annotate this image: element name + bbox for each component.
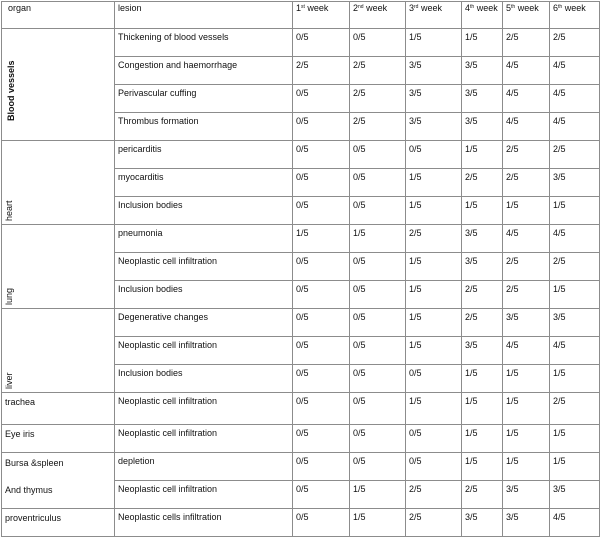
organ-label: liver (4, 372, 14, 389)
value-text: 0/5 (353, 32, 366, 42)
value-cell (461, 364, 503, 393)
value-cell (549, 452, 600, 481)
value-text: 0/5 (353, 200, 366, 210)
value-cell (502, 140, 550, 169)
value-text: 1/5 (506, 200, 519, 210)
value-cell (405, 308, 462, 337)
organ-label: trachea (5, 397, 36, 407)
value-cell (349, 424, 406, 453)
value-cell (349, 336, 406, 365)
value-cell (549, 280, 600, 309)
value-text: 0/5 (409, 456, 422, 466)
lesion-cell (114, 28, 293, 57)
value-cell (461, 28, 503, 57)
value-text: 1/5 (465, 396, 478, 406)
value-text: 0/5 (296, 456, 309, 466)
value-text: 0/5 (353, 144, 366, 154)
value-text: 2/5 (409, 512, 422, 522)
value-cell (549, 28, 600, 57)
value-cell (349, 84, 406, 113)
value-text: 2/5 (553, 144, 566, 154)
value-cell (349, 252, 406, 281)
value-text: 1/5 (553, 368, 566, 378)
value-text: 2/5 (296, 60, 309, 70)
value-cell (461, 252, 503, 281)
organ-label: Eye iris (5, 429, 35, 439)
value-cell (549, 168, 600, 197)
lesion-label: Neoplastic cell infiltration (118, 428, 218, 438)
value-text: 0/5 (409, 428, 422, 438)
value-text: 0/5 (353, 428, 366, 438)
value-cell (349, 480, 406, 509)
lesion-label: Inclusion bodies (118, 368, 183, 378)
value-cell (405, 392, 462, 425)
organ-cell (1, 452, 115, 481)
value-text: 3/5 (506, 484, 519, 494)
header-week-label: 2nd week (353, 3, 388, 13)
value-text: 2/5 (553, 396, 566, 406)
value-cell (405, 196, 462, 225)
value-text: 0/5 (296, 368, 309, 378)
value-text: 1/5 (553, 200, 566, 210)
organ-label: lung (4, 287, 14, 305)
value-cell (349, 308, 406, 337)
value-text: 4/5 (553, 88, 566, 98)
header-week-label: 4th week (465, 3, 498, 13)
value-text: 1/5 (353, 484, 366, 494)
value-text: 3/5 (553, 312, 566, 322)
value-text: 0/5 (353, 284, 366, 294)
header-week-label: 5th week (506, 3, 539, 13)
value-text: 0/5 (409, 368, 422, 378)
value-text: 1/5 (409, 340, 422, 350)
value-text: 1/5 (553, 428, 566, 438)
value-cell (349, 452, 406, 481)
value-cell (405, 56, 462, 85)
organ-cell (1, 28, 115, 141)
value-cell (405, 28, 462, 57)
lesion-cell (114, 280, 293, 309)
lesion-label: Neoplastic cell infiltration (118, 396, 218, 406)
value-text: 3/5 (506, 312, 519, 322)
value-text: 4/5 (506, 88, 519, 98)
lesion-label: Degenerative changes (118, 312, 209, 322)
value-text: 2/5 (506, 32, 519, 42)
value-text: 2/5 (553, 256, 566, 266)
value-cell (502, 56, 550, 85)
value-cell (502, 308, 550, 337)
value-text: 3/5 (506, 512, 519, 522)
value-cell (292, 224, 350, 253)
value-cell (502, 480, 550, 509)
value-text: 2/5 (353, 60, 366, 70)
value-cell (461, 112, 503, 141)
value-cell (349, 364, 406, 393)
organ-label: heart (4, 200, 14, 221)
value-text: 1/5 (465, 200, 478, 210)
value-cell (461, 168, 503, 197)
header-lesion-label: lesion (118, 3, 142, 13)
lesion-cell (114, 84, 293, 113)
value-text: 1/5 (409, 200, 422, 210)
value-cell (549, 424, 600, 453)
value-cell (502, 336, 550, 365)
value-text: 2/5 (353, 116, 366, 126)
lesion-label: myocarditis (118, 172, 164, 182)
header-week-6 (549, 1, 600, 29)
value-cell (502, 424, 550, 453)
value-text: 1/5 (506, 396, 519, 406)
header-week-label: 6th week (553, 3, 586, 13)
value-text: 2/5 (353, 88, 366, 98)
value-text: 3/5 (465, 340, 478, 350)
lesion-cell (114, 392, 293, 425)
value-cell (405, 112, 462, 141)
value-cell (349, 224, 406, 253)
value-cell (502, 84, 550, 113)
value-text: 4/5 (553, 228, 566, 238)
value-text: 1/5 (465, 456, 478, 466)
organ-cell (1, 140, 115, 225)
value-cell (461, 140, 503, 169)
lesion-label: Thickening of blood vessels (118, 32, 229, 42)
value-cell (292, 196, 350, 225)
value-cell (549, 508, 600, 537)
value-text: 1/5 (465, 144, 478, 154)
value-text: 0/5 (296, 512, 309, 522)
lesion-label: pneumonia (118, 228, 163, 238)
value-cell (461, 424, 503, 453)
value-cell (461, 480, 503, 509)
value-cell (502, 224, 550, 253)
lesion-cell (114, 140, 293, 169)
value-cell (549, 140, 600, 169)
value-text: 0/5 (409, 144, 422, 154)
value-text: 3/5 (409, 116, 422, 126)
value-cell (349, 56, 406, 85)
lesion-label: pericarditis (118, 144, 162, 154)
lesion-cell (114, 452, 293, 481)
value-text: 1/5 (465, 368, 478, 378)
value-text: 4/5 (506, 340, 519, 350)
value-cell (461, 392, 503, 425)
value-cell (549, 252, 600, 281)
lesion-label: Inclusion bodies (118, 284, 183, 294)
value-cell (349, 28, 406, 57)
lesion-label: Perivascular cuffing (118, 88, 197, 98)
value-text: 0/5 (296, 32, 309, 42)
value-cell (502, 392, 550, 425)
value-cell (502, 452, 550, 481)
lesion-label: depletion (118, 456, 155, 466)
value-text: 4/5 (553, 116, 566, 126)
value-text: 3/5 (465, 60, 478, 70)
organ-cell (1, 508, 115, 537)
value-cell (292, 168, 350, 197)
value-cell (549, 336, 600, 365)
value-text: 1/5 (465, 32, 478, 42)
value-cell (405, 508, 462, 537)
value-text: 2/5 (409, 484, 422, 494)
value-cell (405, 84, 462, 113)
lesion-label: Neoplastic cell infiltration (118, 484, 218, 494)
value-cell (461, 56, 503, 85)
organ-cell (1, 392, 115, 425)
value-text: 2/5 (465, 484, 478, 494)
header-lesion (114, 1, 293, 29)
value-text: 0/5 (296, 144, 309, 154)
lesion-cell (114, 424, 293, 453)
value-text: 3/5 (553, 172, 566, 182)
value-cell (405, 252, 462, 281)
value-text: 3/5 (409, 88, 422, 98)
lesion-cell (114, 224, 293, 253)
value-text: 1/5 (465, 428, 478, 438)
value-text: 4/5 (506, 116, 519, 126)
value-cell (461, 280, 503, 309)
value-cell (549, 112, 600, 141)
value-text: 1/5 (506, 428, 519, 438)
value-cell (405, 424, 462, 453)
lesion-label: Thrombus formation (118, 116, 199, 126)
value-text: 2/5 (506, 172, 519, 182)
value-cell (292, 84, 350, 113)
value-text: 1/5 (409, 256, 422, 266)
value-cell (461, 336, 503, 365)
value-cell (349, 508, 406, 537)
value-text: 0/5 (353, 396, 366, 406)
header-week-1 (292, 1, 350, 29)
header-week-2 (349, 1, 406, 29)
value-cell (292, 140, 350, 169)
organ-cell (1, 480, 115, 509)
value-text: 2/5 (465, 172, 478, 182)
value-text: 0/5 (296, 284, 309, 294)
lesion-cell (114, 336, 293, 365)
header-week-5 (502, 1, 550, 29)
value-text: 4/5 (506, 228, 519, 238)
value-cell (292, 252, 350, 281)
value-cell (405, 452, 462, 481)
value-text: 1/5 (506, 456, 519, 466)
value-cell (405, 336, 462, 365)
value-text: 4/5 (553, 60, 566, 70)
value-text: 0/5 (353, 256, 366, 266)
value-text: 0/5 (353, 312, 366, 322)
lesion-cell (114, 112, 293, 141)
header-week-label: 1st week (296, 3, 329, 13)
value-cell (461, 452, 503, 481)
value-cell (349, 112, 406, 141)
value-cell (461, 308, 503, 337)
header-organ (1, 1, 115, 29)
value-text: 3/5 (465, 512, 478, 522)
value-text: 1/5 (409, 284, 422, 294)
value-text: 1/5 (409, 396, 422, 406)
value-cell (292, 392, 350, 425)
lesion-cell (114, 364, 293, 393)
value-cell (292, 480, 350, 509)
value-cell (292, 336, 350, 365)
value-text: 3/5 (465, 88, 478, 98)
value-cell (292, 28, 350, 57)
value-text: 1/5 (553, 284, 566, 294)
value-cell (502, 112, 550, 141)
value-text: 2/5 (506, 256, 519, 266)
value-cell (549, 480, 600, 509)
value-cell (502, 196, 550, 225)
organ-label: Bursa &spleen (5, 458, 64, 468)
value-cell (502, 252, 550, 281)
value-text: 1/5 (409, 172, 422, 182)
value-cell (549, 364, 600, 393)
value-cell (292, 364, 350, 393)
lesion-label: Neoplastic cells infiltration (118, 512, 222, 522)
value-text: 3/5 (465, 256, 478, 266)
organ-cell (1, 224, 115, 309)
value-text: 4/5 (553, 512, 566, 522)
value-cell (405, 280, 462, 309)
value-text: 0/5 (296, 396, 309, 406)
value-cell (405, 168, 462, 197)
value-text: 3/5 (553, 484, 566, 494)
value-text: 2/5 (553, 32, 566, 42)
value-cell (549, 392, 600, 425)
value-cell (292, 56, 350, 85)
value-cell (292, 508, 350, 537)
lesion-label: Neoplastic cell infiltration (118, 256, 218, 266)
organ-cell (1, 424, 115, 453)
value-cell (549, 196, 600, 225)
value-text: 0/5 (353, 340, 366, 350)
value-text: 1/5 (409, 312, 422, 322)
value-cell (405, 364, 462, 393)
value-cell (405, 140, 462, 169)
header-week-3 (405, 1, 462, 29)
value-cell (349, 168, 406, 197)
organ-label: And thymus (5, 485, 53, 495)
lesion-label: Inclusion bodies (118, 200, 183, 210)
value-text: 0/5 (296, 172, 309, 182)
value-text: 0/5 (296, 340, 309, 350)
value-text: 1/5 (296, 228, 309, 238)
value-cell (461, 84, 503, 113)
value-text: 2/5 (409, 228, 422, 238)
value-text: 1/5 (353, 228, 366, 238)
value-text: 4/5 (553, 340, 566, 350)
value-text: 0/5 (296, 312, 309, 322)
value-cell (405, 224, 462, 253)
organ-label: proventriculus (5, 513, 62, 523)
lesion-cell (114, 168, 293, 197)
value-cell (349, 196, 406, 225)
value-cell (461, 196, 503, 225)
header-week-4 (461, 1, 503, 29)
value-cell (349, 392, 406, 425)
value-cell (461, 508, 503, 537)
lesion-cell (114, 480, 293, 509)
value-text: 0/5 (353, 368, 366, 378)
value-text: 2/5 (506, 284, 519, 294)
organ-label: Blood vessels (6, 60, 16, 121)
lesion-label: Congestion and haemorrhage (118, 60, 238, 70)
value-text: 1/5 (409, 32, 422, 42)
value-cell (549, 56, 600, 85)
value-cell (549, 224, 600, 253)
lesion-cell (114, 56, 293, 85)
value-cell (292, 112, 350, 141)
value-text: 1/5 (506, 368, 519, 378)
lesion-label: Neoplastic cell infiltration (118, 340, 218, 350)
value-text: 0/5 (353, 456, 366, 466)
value-text: 3/5 (465, 116, 478, 126)
value-cell (502, 280, 550, 309)
value-cell (502, 28, 550, 57)
value-text: 4/5 (506, 60, 519, 70)
value-cell (349, 140, 406, 169)
value-cell (349, 280, 406, 309)
value-cell (461, 224, 503, 253)
lesion-cell (114, 252, 293, 281)
value-cell (502, 168, 550, 197)
value-text: 1/5 (353, 512, 366, 522)
value-text: 0/5 (296, 428, 309, 438)
value-cell (292, 452, 350, 481)
value-text: 3/5 (409, 60, 422, 70)
value-cell (502, 364, 550, 393)
header-week-label: 3rd week (409, 3, 442, 13)
value-text: 0/5 (296, 256, 309, 266)
lesion-cell (114, 308, 293, 337)
value-text: 0/5 (296, 116, 309, 126)
lesion-cell (114, 508, 293, 537)
value-text: 0/5 (353, 172, 366, 182)
lesion-cell (114, 196, 293, 225)
value-text: 3/5 (465, 228, 478, 238)
value-cell (405, 480, 462, 509)
header-organ-label: organ (8, 3, 32, 13)
value-text: 1/5 (553, 456, 566, 466)
value-cell (502, 508, 550, 537)
value-cell (549, 308, 600, 337)
value-text: 2/5 (465, 312, 478, 322)
value-text: 2/5 (465, 284, 478, 294)
value-cell (292, 308, 350, 337)
value-cell (549, 84, 600, 113)
value-text: 0/5 (296, 484, 309, 494)
value-cell (292, 424, 350, 453)
value-text: 0/5 (296, 200, 309, 210)
organ-cell (1, 308, 115, 393)
value-text: 2/5 (506, 144, 519, 154)
value-text: 0/5 (296, 88, 309, 98)
value-cell (292, 280, 350, 309)
